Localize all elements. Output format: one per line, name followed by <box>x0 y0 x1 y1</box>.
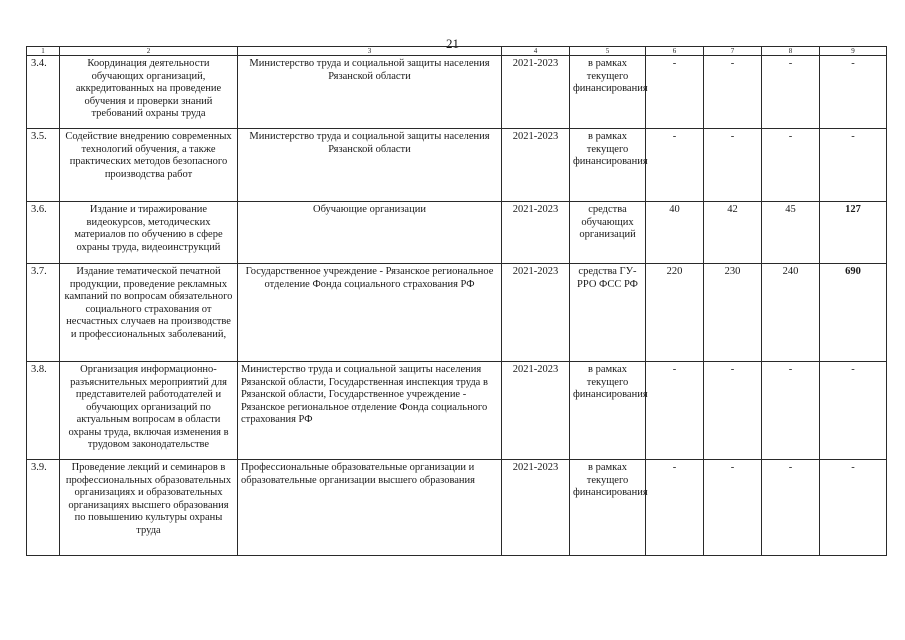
funding-source: средства обучающих организаций <box>570 202 646 264</box>
measures-table <box>26 46 887 556</box>
executor: Государственное учреждение - Рязанское региональное отделение Фонда социального страхования РФ <box>238 264 502 362</box>
value-col6: 40 <box>646 202 704 264</box>
term: 2021-2023 <box>502 264 570 362</box>
value-col7: - <box>704 129 762 202</box>
value-col6: 220 <box>646 264 704 362</box>
column-number: 5 <box>570 47 646 56</box>
column-number: 4 <box>502 47 570 56</box>
funding-source: в рамках текущего финансирования <box>570 460 646 556</box>
funding-source: в рамках текущего финансирования <box>570 362 646 460</box>
column-number: 8 <box>762 47 820 56</box>
value-col9: - <box>820 129 887 202</box>
term: 2021-2023 <box>502 202 570 264</box>
column-number: 1 <box>27 47 60 56</box>
row-number: 3.8. <box>27 362 60 460</box>
table-row <box>27 129 887 202</box>
value-col9: - <box>820 460 887 556</box>
measure-name: Координация деятельности обучающих организаций, аккредитованных на проведение обучения и проверки знаний требований охраны труда <box>60 56 238 129</box>
row-number: 3.9. <box>27 460 60 556</box>
page-number: 21 <box>446 36 459 51</box>
table-row <box>27 362 887 460</box>
value-col9: 690 <box>820 264 887 362</box>
value-col7: 42 <box>704 202 762 264</box>
executor: Профессиональные образовательные организации и образовательные организации высшего образования <box>238 460 502 556</box>
value-col9: 127 <box>820 202 887 264</box>
term: 2021-2023 <box>502 460 570 556</box>
value-col9: - <box>820 56 887 129</box>
value-col6: - <box>646 56 704 129</box>
funding-source: в рамках текущего финансирования <box>570 56 646 129</box>
measure-name: Издание и тиражирование видеокурсов, методических материалов по обучению в сфере охраны труда, видеоинструкций <box>60 202 238 264</box>
value-col8: - <box>762 460 820 556</box>
column-number: 6 <box>646 47 704 56</box>
column-number-row <box>27 47 887 56</box>
table-row <box>27 460 887 556</box>
value-col7: - <box>704 362 762 460</box>
value-col7: - <box>704 460 762 556</box>
column-number: 9 <box>820 47 887 56</box>
term: 2021-2023 <box>502 56 570 129</box>
value-col9: - <box>820 362 887 460</box>
value-col8: 240 <box>762 264 820 362</box>
value-col8: 45 <box>762 202 820 264</box>
table-row <box>27 202 887 264</box>
measure-name: Издание тематической печатной продукции, проведение рекламных кампаний по вопросам обязательного социального страхования от несчастных случаев на производстве и профессиональных заболеваний, <box>60 264 238 362</box>
table-row <box>27 56 887 129</box>
term: 2021-2023 <box>502 129 570 202</box>
executor: Министерство труда и социальной защиты населения Рязанской области, Государственная инспекция труда в Рязанской области, Государственное учреждение - Рязанское региональное отделение Фонда социального страхования РФ <box>238 362 502 460</box>
table-row <box>27 264 887 362</box>
row-number: 3.5. <box>27 129 60 202</box>
row-number: 3.4. <box>27 56 60 129</box>
funding-source: средства ГУ-РРО ФСС РФ <box>570 264 646 362</box>
executor: Обучающие организации <box>238 202 502 264</box>
measure-name: Содействие внедрению современных технологий обучения, а также практических методов безопасного производства работ <box>60 129 238 202</box>
executor: Министерство труда и социальной защиты населения Рязанской области <box>238 129 502 202</box>
value-col7: 230 <box>704 264 762 362</box>
measure-name: Организация информационно-разъяснительных мероприятий для представителей работодателей и обучающих организаций по актуальным вопросам в области охраны труда, включая изменения в трудовом законодательстве <box>60 362 238 460</box>
funding-source: в рамках текущего финансирования <box>570 129 646 202</box>
value-col6: - <box>646 460 704 556</box>
value-col8: - <box>762 56 820 129</box>
executor: Министерство труда и социальной защиты населения Рязанской области <box>238 56 502 129</box>
value-col8: - <box>762 129 820 202</box>
row-number: 3.6. <box>27 202 60 264</box>
value-col7: - <box>704 56 762 129</box>
measure-name: Проведение лекций и семинаров в профессиональных образовательных организациях и образовательных организациях высшего образования по повышению культуры охраны труда <box>60 460 238 556</box>
column-number: 7 <box>704 47 762 56</box>
term: 2021-2023 <box>502 362 570 460</box>
value-col8: - <box>762 362 820 460</box>
value-col6: - <box>646 362 704 460</box>
row-number: 3.7. <box>27 264 60 362</box>
column-number: 2 <box>60 47 238 56</box>
value-col6: - <box>646 129 704 202</box>
column-number: 3 <box>238 47 502 56</box>
